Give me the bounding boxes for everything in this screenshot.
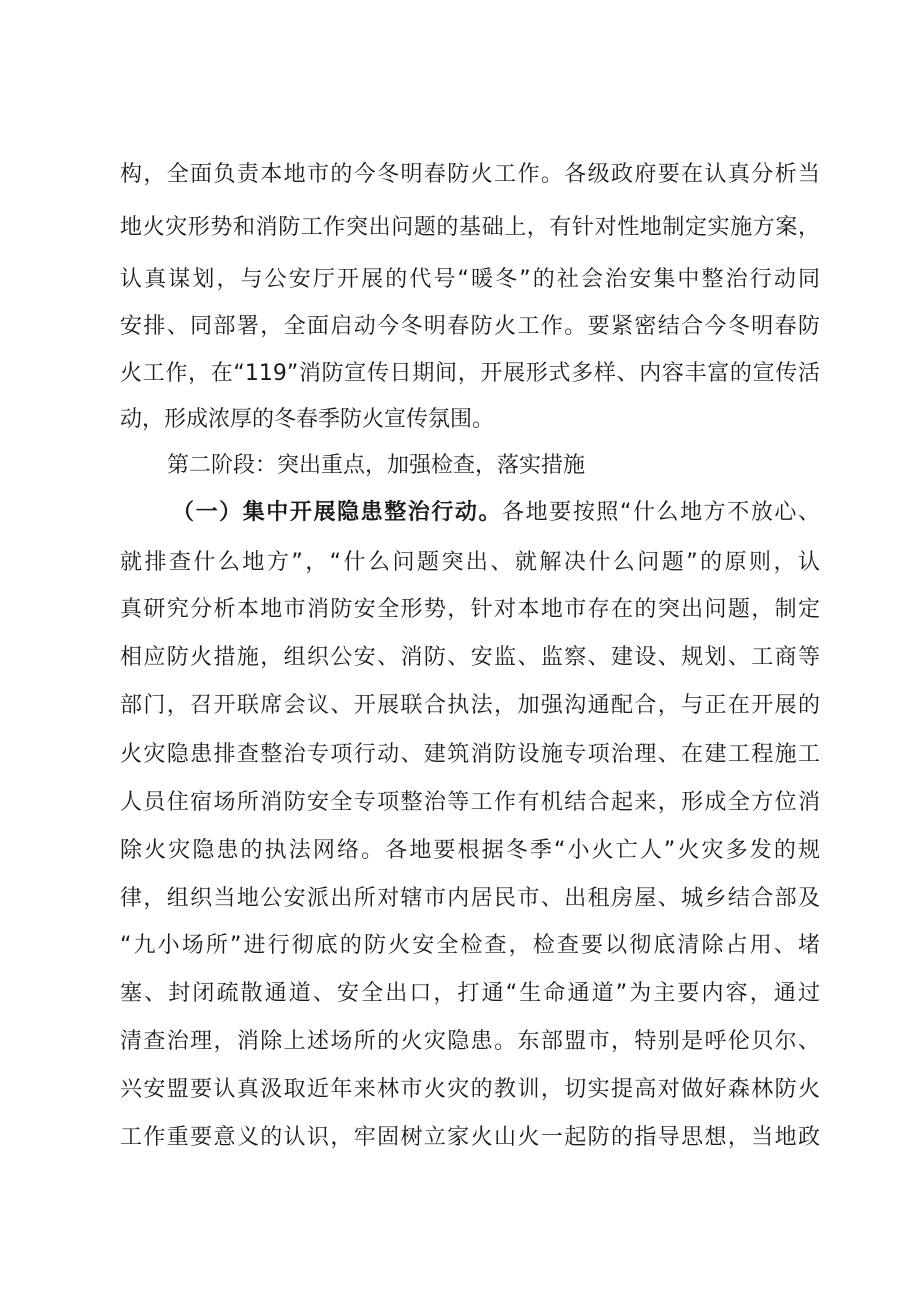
stage-heading: 第二阶段：突出重点，加强检查，落实措施: [167, 453, 586, 478]
section-line: 部门，召开联席会议、开展联合执法，加强沟通配合，与正在开展的: [120, 693, 820, 718]
section-first-line: [172, 493, 820, 533]
section-line: 人员住宿场所消防安全专项整治等工作有机结合起来，形成全方位消: [120, 790, 820, 815]
section-line: 就排查什么地方”，“什么问题突出、就解决什么问题”的原则，认: [120, 550, 820, 575]
section-title: （一）集中开展隐患整治行动。: [172, 500, 503, 525]
section-line: 除火灾隐患的执法网络。各地要根据冬季“小火亡人”火灾多发的规: [120, 838, 820, 863]
paragraph-line: 地火灾形势和消防工作突出问题的基础上，有针对性地制定实施方案，: [120, 215, 820, 240]
section-line: “九小场所”进行彻底的防火安全检查，检查要以彻底清除占用、堵: [120, 933, 820, 958]
paragraph-line: 构，全面负责本地市的今冬明春防火工作。各级政府要在认真分析当: [120, 162, 820, 187]
section-line: 清查治理，消除上述场所的火灾隐患。东部盟市，特别是呼伦贝尔、: [120, 1029, 820, 1054]
section-line: 真研究分析本地市消防安全形势，针对本地市存在的突出问题，制定: [120, 597, 820, 622]
paragraph-line: 认真谋划，与公安厅开展的代号“暖冬”的社会治安集中整治行动同: [120, 267, 820, 292]
paragraph-line: 火工作，在“119”消防宣传日期间，开展形式多样、内容丰富的宣传活: [120, 361, 820, 386]
section-line: 工作重要意义的认识，牢固树立家火山火一起防的指导思想，当地政: [120, 1125, 820, 1150]
section-line: 塞、封闭疏散通道、安全出口，打通“生命通道”为主要内容，通过: [120, 981, 820, 1006]
section-line: 律，组织当地公安派出所对辖市内居民市、出租房屋、城乡结合部及: [120, 886, 820, 911]
section-line: 火灾隐患排查整治专项行动、建筑消防设施专项治理、在建工程施工: [120, 742, 820, 767]
paragraph-line: 动，形成浓厚的冬春季防火宣传氛围。: [120, 407, 495, 432]
paragraph-line: 安排、同部署，全面启动今冬明春防火工作。要紧密结合今冬明春防: [120, 314, 820, 339]
section-line: 相应防火措施，组织公安、消防、安监、监察、建设、规划、工商等: [120, 645, 820, 670]
section-line: 兴安盟要认真汲取近年来林市火灾的教训，切实提高对做好森林防火: [120, 1077, 820, 1102]
section-first-line-text: 各地要按照“什么地方不放心、: [502, 500, 820, 525]
